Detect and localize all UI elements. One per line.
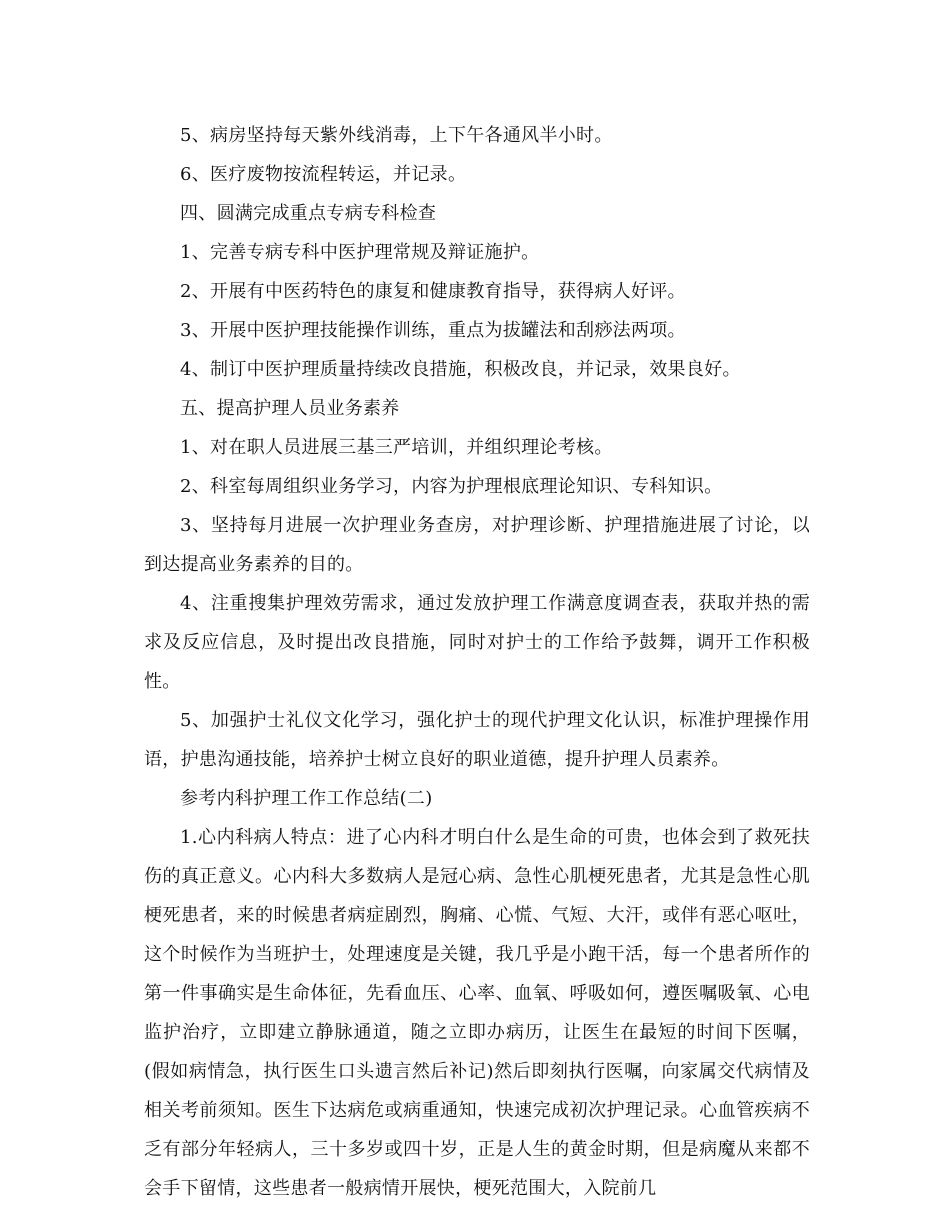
section-heading-4: 四、圆满完成重点专病专科检查 <box>180 203 437 224</box>
paragraph-item-1-tcm-nursing: 1、完善专病专科中医护理常规及辩证施护。 <box>180 242 540 263</box>
paragraph-item-5-etiquette: 5、加强护士礼仪文化学习，强化护士的现代护理文化认识，标准护理操作用语，护患沟通技能，培养护士树立良好的职业道德，提升护理人员素养。 <box>144 710 810 770</box>
paragraph-item-4-quality-improvement: 4、制订中医护理质量持续改良措施，积极改良，并记录，效果良好。 <box>180 359 741 380</box>
paragraph-item-6-medical-waste: 6、医疗废物按流程转运，并记录。 <box>180 164 467 185</box>
paragraph-item-5-ventilation: 5、病房坚持每天紫外线消毒，上下午各通风半小时。 <box>180 125 613 146</box>
paragraph-cardiology-patients: 1.心内科病人特点：进了心内科才明白什么是生命的可贵，也体会到了救死扶伤的真正意义。心内科大多数病人是冠心病、急性心肌梗死患者，尤其是急性心肌梗死患者，来的时候患者病症剧烈，胸痛、心慌、气短、大汗，或伴有恶心呕吐，这个时候作为当班护士，处理速度是关键，我几乎是小跑干活，每一个患者所作的第一件事确实是生命体征，先看血压、心率、血氧、呼吸如何，遵医嘱吸氧、心电监护治疗，立即建立静脉通道，随之立即办病历，让医生在最短的时间下医嘱，(假如病情急，执行医生口头遗言然后补记)然后即刻执行医嘱，向家属交代病情及相关考前须知。医生下达病危或病重通知，快速完成初次护理记录。心血管疾病不乏有部分年轻病人，三十多岁或四十岁，正是人生的黄金时期，但是病魔从来都不会手下留情，这些患者一般病情开展快，梗死范围大，入院前几 <box>144 827 810 1199</box>
paragraph-item-2-rehab-education: 2、开展有中医药特色的康复和健康教育指导，获得病人好评。 <box>180 281 686 302</box>
paragraph-item-4-service-needs: 4、注重搜集护理效劳需求，通过发放护理工作满意度调查表，获取并热的需求及反应信息，及时提出改良措施，同时对护士的工作给予鼓舞，调开工作积极性。 <box>144 593 810 692</box>
paragraph-item-3-skills-training: 3、开展中医护理技能操作训练，重点为拔罐法和刮痧法两项。 <box>180 320 686 341</box>
paragraph-item-1-staff-training: 1、对在职人员进展三基三严培训，并组织理论考核。 <box>180 437 613 458</box>
paragraph-item-3-monthly-rounds: 3、坚持每月进展一次护理业务查房，对护理诊断、护理措施进展了讨论，以到达提高业务素养的目的。 <box>144 515 810 575</box>
paragraph-item-2-weekly-study: 2、科室每周组织业务学习，内容为护理根底理论知识、专科知识。 <box>180 476 723 497</box>
section-heading-summary-2: 参考内科护理工作工作总结(二) <box>180 788 433 809</box>
section-heading-5: 五、提高护理人员业务素养 <box>180 398 400 419</box>
document-body <box>144 116 810 1208</box>
